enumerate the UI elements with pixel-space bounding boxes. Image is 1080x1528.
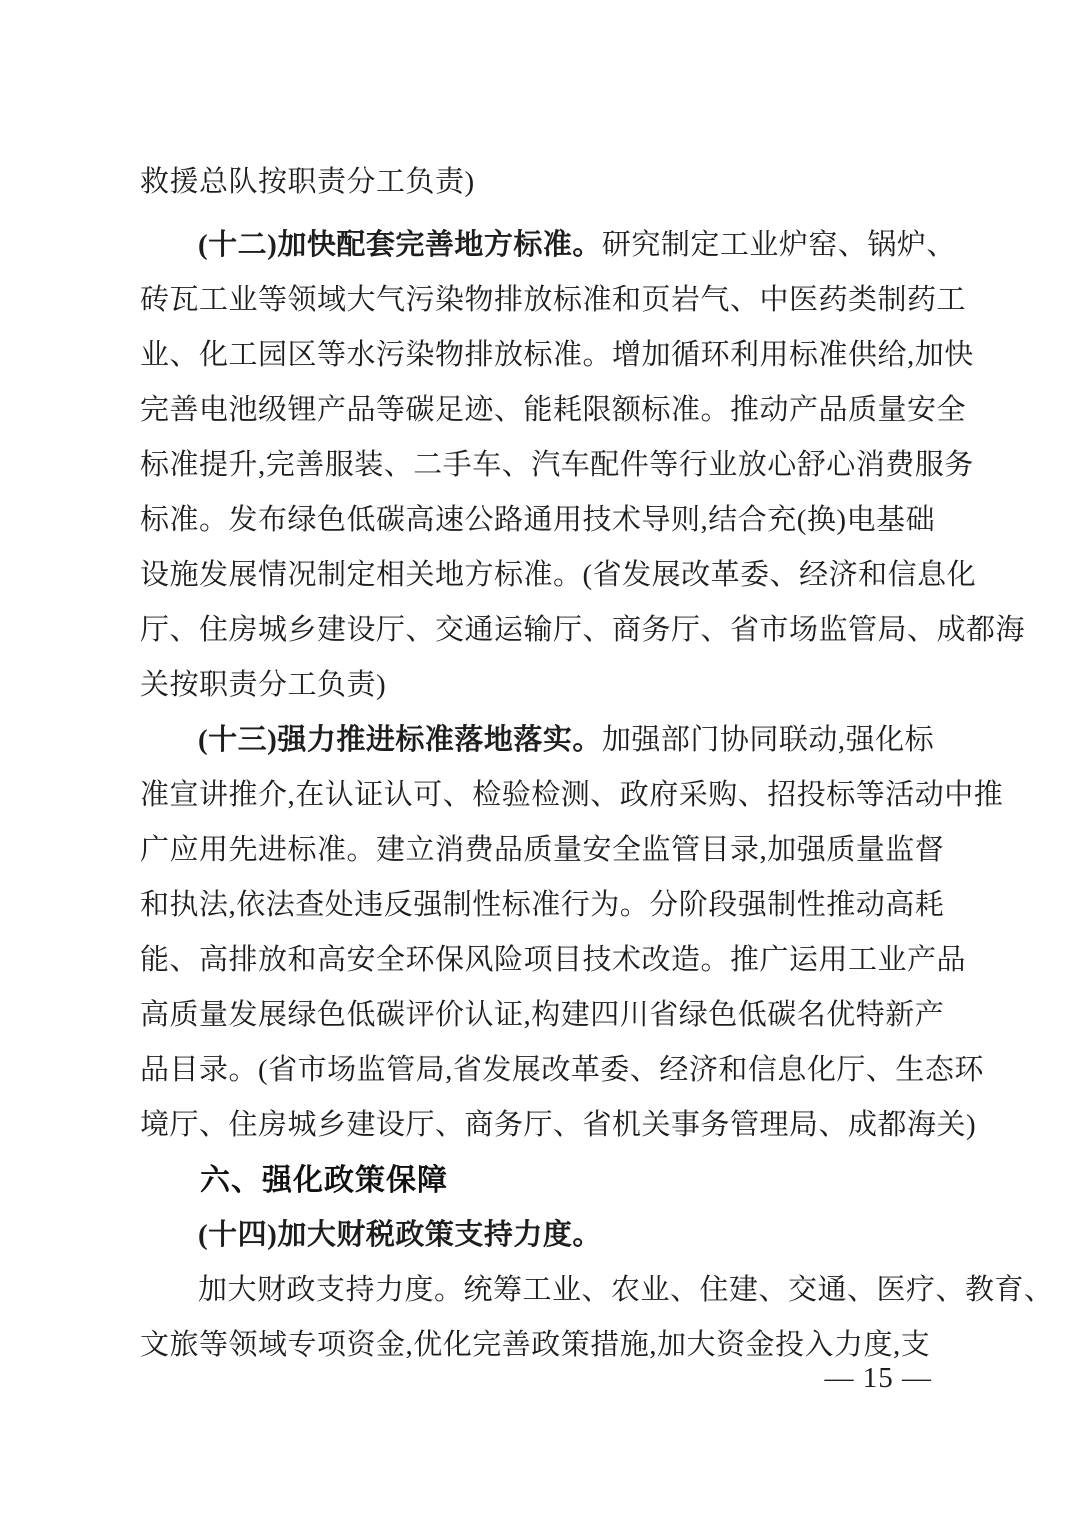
text-line [140, 1043, 984, 1098]
line-text: 准宣讲推介,在认证认可、检验检测、政府采购、招投标等活动中推 [140, 779, 1004, 811]
line-text: 加大财政支持力度。统筹工业、农业、住建、交通、医疗、教育、 [198, 1274, 1054, 1306]
text-line [140, 438, 974, 493]
text-line [140, 383, 967, 438]
line-text: 和执法,依法查处违反强制性标准行为。分阶段强制性推动高耗 [140, 889, 945, 921]
line-text: 救援总队按职责分工负责) [140, 166, 475, 198]
line-text: 文旅等领域专项资金,优化完善政策措施,加大资金投入力度,支 [140, 1329, 931, 1361]
text-line [140, 933, 967, 988]
document-body [140, 155, 1054, 1373]
section-heading [140, 1153, 946, 1208]
text-line [140, 1098, 977, 1153]
text-line [140, 548, 977, 603]
line-text: 研究制定工业炉窑、锅炉、 [601, 229, 956, 261]
line-text: 高质量发展绿色低碳评价认证,构建四川省绿色低碳名优特新产 [140, 999, 945, 1031]
clause-13-line [140, 713, 946, 768]
line-text: 砖瓦工业等领域大气污染物排放标准和页岩气、中医药类制药工 [140, 284, 967, 316]
clause-14-line [140, 1208, 946, 1263]
text-line [140, 603, 1026, 658]
line-text: 标准提升,完善服装、二手车、汽车配件等行业放心舒心消费服务 [140, 449, 974, 481]
text-line [140, 493, 946, 548]
page-number-text: — 15 — [824, 1362, 932, 1394]
line-text: 能、高排放和高安全环保风险项目技术改造。推广运用工业产品 [140, 944, 967, 976]
line-text: 境厅、住房城乡建设厅、商务厅、省机关事务管理局、成都海关) [140, 1109, 977, 1141]
clause-12-line [140, 218, 956, 273]
clause-title: (十四)加大财税政策支持力度。 [198, 1219, 602, 1251]
text-line [140, 328, 974, 383]
text-line [140, 155, 946, 210]
line-text: 标准。发布绿色低碳高速公路通用技术导则,结合充(换)电基础 [140, 504, 936, 536]
line-text: 设施发展情况制定相关地方标准。(省发展改革委、经济和信息化 [140, 559, 977, 591]
page-number [825, 1358, 933, 1398]
clause-title: (十二)加快配套完善地方标准。 [198, 229, 602, 261]
line-text: 广应用先进标准。建立消费品质量安全监管目录,加强质量监督 [140, 834, 945, 866]
line-text: 业、化工园区等水污染物排放标准。增加循环利用标准供给,加快 [140, 339, 974, 371]
line-text: 关按职责分工负责) [140, 669, 387, 701]
text-line [140, 878, 946, 933]
line-text: 品目录。(省市场监管局,省发展改革委、经济和信息化厅、生态环 [140, 1054, 984, 1086]
text-line [140, 273, 967, 328]
section-heading-text: 六、强化政策保障 [200, 1164, 448, 1197]
text-line [140, 988, 946, 1043]
text-line [140, 823, 946, 878]
text-line [140, 768, 1004, 823]
line-text: 加强部门协同联动,强化标 [601, 724, 935, 756]
clause-title: (十三)强力推进标准落地落实。 [198, 724, 602, 756]
line-text: 完善电池级锂产品等碳足迹、能耗限额标准。推动产品质量安全 [140, 394, 967, 426]
text-line [140, 658, 946, 713]
text-line [140, 1263, 1054, 1318]
line-text: 厅、住房城乡建设厅、交通运输厅、商务厅、省市场监管局、成都海 [140, 614, 1026, 646]
